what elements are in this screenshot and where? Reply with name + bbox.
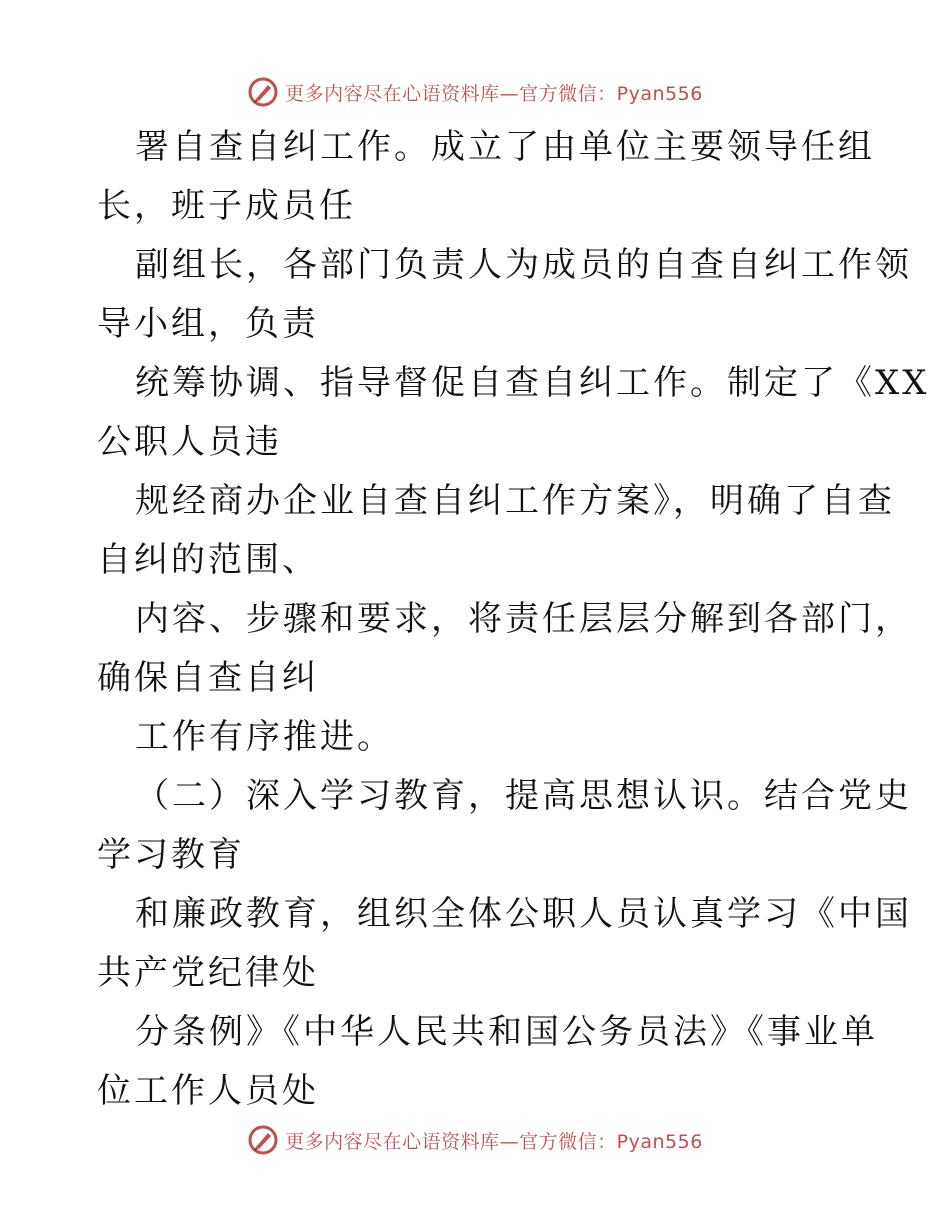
body-line: 分条例》《中华人民共和国公务员法》《事业单 xyxy=(135,1012,878,1052)
body-line: 副组长，各部门负责人为成员的自查自纠工作领 xyxy=(135,245,912,285)
pen-logo-icon xyxy=(247,1124,279,1156)
body-line: 公职人员违 xyxy=(97,422,282,462)
body-line: 长，班子成员任 xyxy=(97,186,356,226)
header-banner xyxy=(0,72,950,112)
footer-banner-text: 更多内容尽在心语资料库—官方微信：Pyan556 xyxy=(285,1130,703,1153)
body-line: 位工作人员处 xyxy=(97,1071,319,1111)
body-line: 和廉政教育，组织全体公职人员认真学习《中国 xyxy=(135,894,912,934)
body-line: 统筹协调、指导督促自查自纠工作。制定了《XX xyxy=(135,363,930,403)
body-line: 共产党纪律处 xyxy=(97,953,319,993)
body-line: 内容、步骤和要求，将责任层层分解到各部门， xyxy=(135,599,912,639)
body-line: 导小组，负责 xyxy=(97,304,319,344)
footer-banner xyxy=(0,1120,950,1160)
body-line: 确保自查自纠 xyxy=(97,658,319,698)
body-line: 署自查自纠工作。成立了由单位主要领导任组 xyxy=(135,127,875,167)
body-line: （二）深入学习教育，提高思想认识。结合党史 xyxy=(135,776,912,816)
body-line: 学习教育 xyxy=(97,835,245,875)
header-banner-text: 更多内容尽在心语资料库—官方微信：Pyan556 xyxy=(285,82,703,105)
body-line: 工作有序推进。 xyxy=(135,717,394,757)
body-line: 自纠的范围、 xyxy=(97,540,319,580)
body-line: 规经商办企业自查自纠工作方案》，明确了自查 xyxy=(135,481,895,521)
pen-logo-icon xyxy=(247,76,279,108)
